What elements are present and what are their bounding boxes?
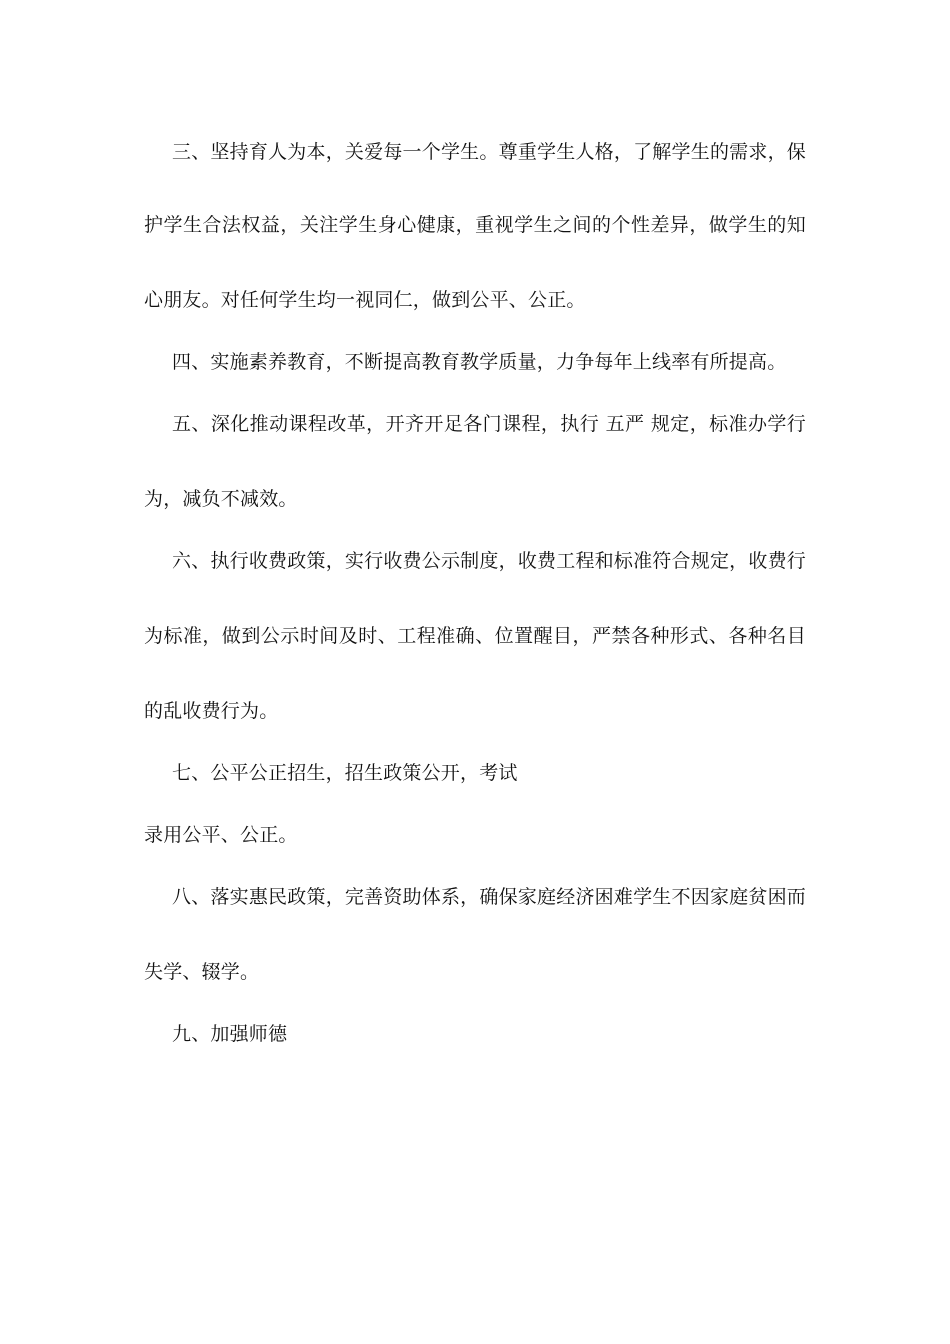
paragraph-3-line-1: 三、坚持育人为本，关爱每一个学生。尊重学生人格，了解学生的需求，保 [172, 141, 806, 163]
paragraph-6-line-1: 六、执行收费政策，实行收费公示制度，收费工程和标准符合规定，收费行 [172, 550, 806, 572]
paragraph-5-line-1: 五、深化推动课程改革，开齐开足各门课程，执行 五严 规定，标准办学行 [172, 413, 806, 435]
paragraph-7-line-2: 录用公平、公正。 [144, 824, 298, 846]
paragraph-6-line-2: 为标准，做到公示时间及时、工程准确、位置醒目，严禁各种形式、各种名目 [144, 625, 806, 647]
paragraph-8-line-2: 失学、辍学。 [144, 961, 260, 983]
paragraph-9-line-1: 九、加强师德 [172, 1023, 288, 1045]
paragraph-5-line-2: 为，减负不减效。 [144, 488, 298, 510]
paragraph-4-line-1: 四、实施素养教育，不断提高教育教学质量，力争每年上线率有所提高。 [172, 351, 787, 373]
paragraph-3-line-2: 护学生合法权益，关注学生身心健康，重视学生之间的个性差异，做学生的知 [144, 214, 806, 236]
paragraph-8-line-1: 八、落实惠民政策，完善资助体系，确保家庭经济困难学生不因家庭贫困而 [172, 886, 806, 908]
paragraph-6-line-3: 的乱收费行为。 [144, 700, 279, 722]
paragraph-3-line-3: 心朋友。对任何学生均一视同仁，做到公平、公正。 [144, 289, 586, 311]
paragraph-7-line-1: 七、公平公正招生，招生政策公开，考试 [172, 762, 518, 784]
